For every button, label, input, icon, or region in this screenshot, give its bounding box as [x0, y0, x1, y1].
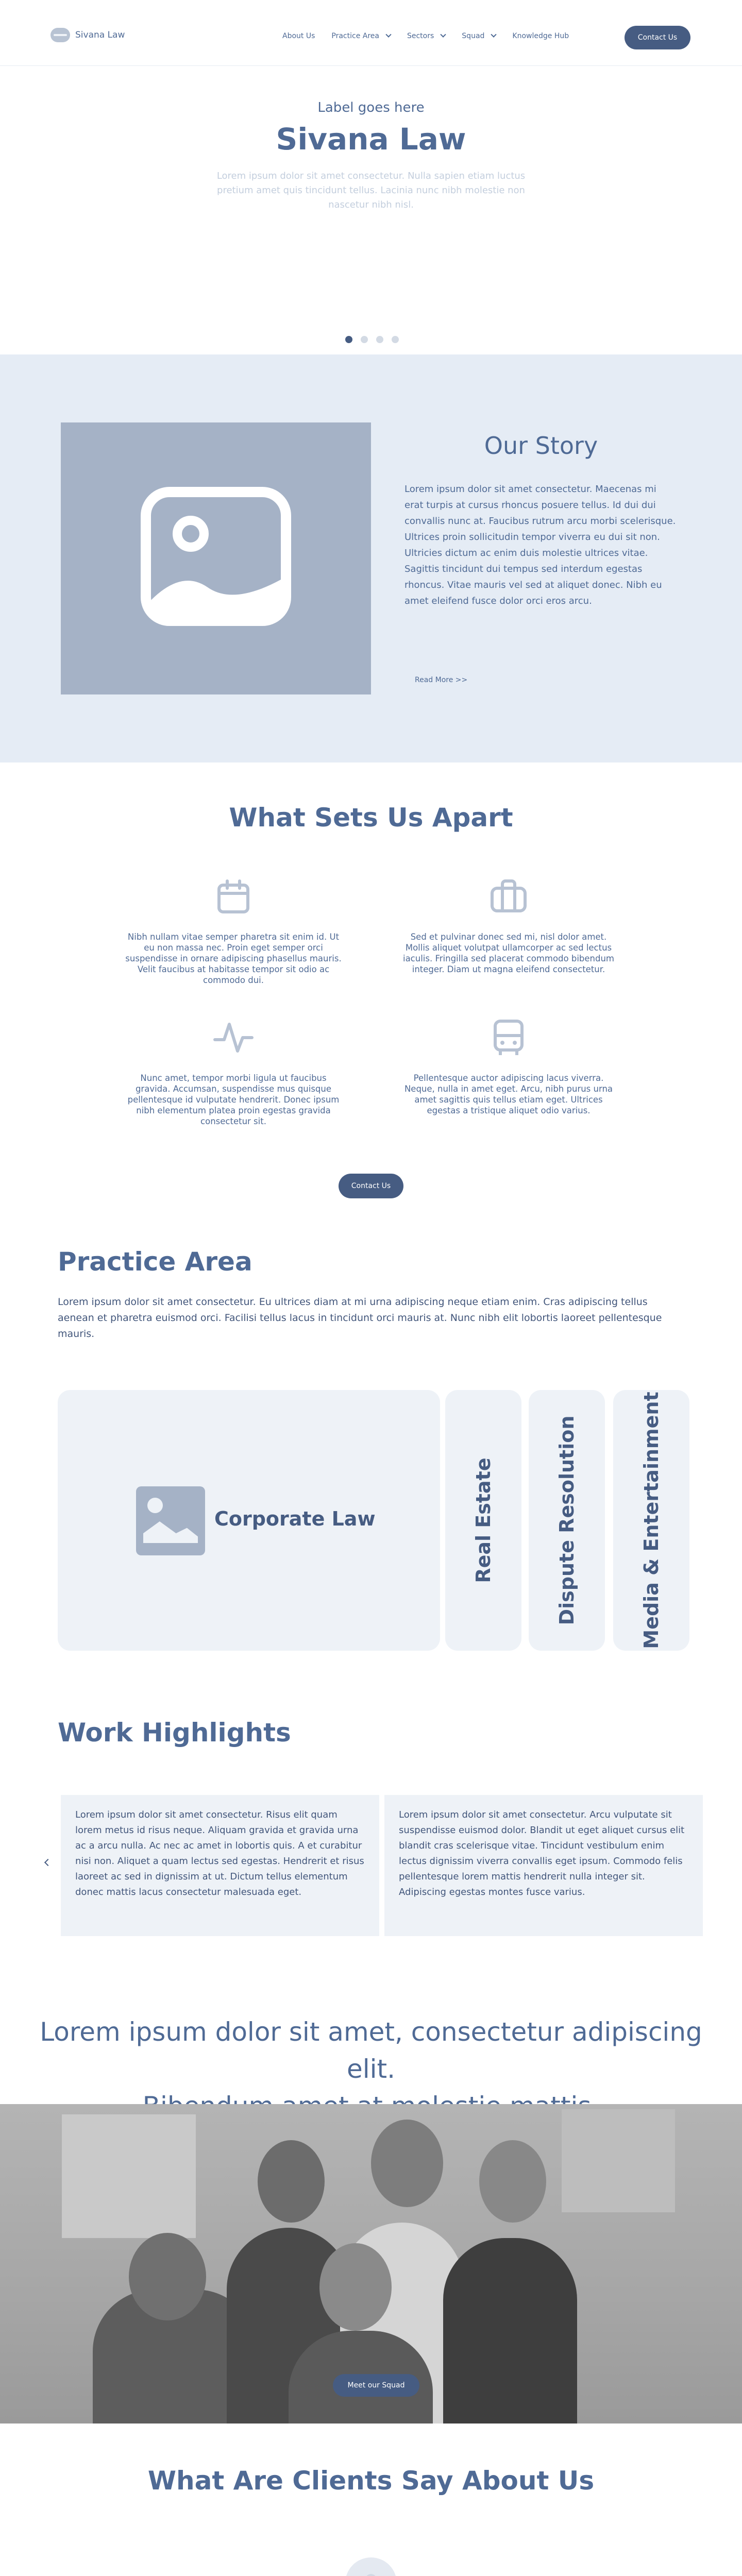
nav-about-us[interactable]: About Us	[282, 32, 315, 40]
work-highlight-card: Lorem ipsum dolor sit amet consectetur. Arcu vulputate sit suspendisse euismod dolor. Blandit ut eget aliquet cursus elit blandit cras scelerisque vitae. Tincidunt vestibulum enim lectus dignissim viverra convallis eget ipsum. Commodo felis pellentesque lorem mattis hendrerit nulla integer sit. Adipiscing egestas montes fusce varius.	[384, 1795, 703, 1936]
feature-item	[400, 1017, 617, 1116]
brand-logo-icon	[50, 28, 70, 42]
activity-icon	[213, 1017, 254, 1058]
briefcase-icon	[488, 876, 529, 917]
nav-contact-button[interactable]: Contact Us	[625, 26, 690, 49]
brand-name: Sivana Law	[75, 30, 125, 40]
hero-text: Lorem ipsum dolor sit amet consectetur. Nulla sapien etiam luctus pretium amet quis tincidunt tellus. Lacinia nunc nibh molestie non nascetur nibh nisl.	[216, 171, 526, 210]
practice-card-label: Corporate Law	[214, 1507, 376, 1530]
carousel-dots	[345, 336, 399, 343]
chevron-down-icon	[491, 32, 497, 38]
brand-link[interactable]	[50, 28, 125, 42]
story-text: Lorem ipsum dolor sit amet consectetur. Maecenas mi erat turpis at cursus rhoncus posuere tellus. Id dui dui convallis nunc at. Faucibus rutrum arcu morbi scelerisque. Ultrices proin sollicitudin tempor viverra eu dui sit non. Ultricies dictum ac enim duis molestie ultrices vitae. Sagittis tincidunt dui tempus sed interdum egestas rhoncus. Vitae mauris vel sed at aliquet donec. Nibh eu amet eleifend fusce dolor orci eros arcu.	[404, 484, 676, 606]
our-story-section	[0, 354, 742, 762]
contact-us-button[interactable]: Contact Us	[339, 1174, 403, 1198]
practice-area-title: Practice Area	[58, 1247, 252, 1277]
practice-card-real-estate[interactable]	[445, 1390, 521, 1651]
chevron-down-icon	[441, 32, 446, 38]
practice-area-text: Lorem ipsum dolor sit amet consectetur. Eu ultrices diam at mi urna adipiscing neque etiam enim. Cras adipiscing tellus aenean et pharetra euismod orci. Facilisi tellus lacus in tincidunt orci mauris at. Nunc nibh elit lobortis laoreet pellentesque mauris.	[58, 1296, 662, 1340]
practice-card-label: Dispute Resolution	[555, 1415, 578, 1625]
mission-line-1: Lorem ipsum dolor sit amet, consectetur adipiscing elit.	[40, 2017, 702, 2084]
practice-card-dispute-resolution[interactable]	[529, 1390, 605, 1651]
nav-sectors[interactable]: Sectors	[407, 32, 445, 40]
bus-icon	[488, 1017, 529, 1058]
carousel-dot[interactable]	[361, 336, 368, 343]
feature-text: Nibh nullam vitae semper pharetra sit enim id. Ut eu non massa nec. Proin eget semper orci suspendisse in ornare adipiscing phasellus mauris. Velit faucibus at habitasse tempor sit odio ac commodo dui.	[125, 932, 342, 985]
meet-our-squad-button[interactable]: Meet our Squad	[333, 2374, 419, 2397]
feature-item	[125, 1017, 342, 1127]
practice-card-label: Real Estate	[472, 1458, 495, 1583]
nav-practice-area[interactable]: Practice Area	[331, 32, 391, 40]
feature-item	[125, 876, 342, 986]
nav-squad[interactable]: Squad	[462, 32, 496, 40]
feature-item	[400, 876, 617, 975]
story-title: Our Story	[484, 432, 598, 460]
feature-text: Nunc amet, tempor morbi ligula ut faucibus gravida. Accumsan, suspendisse mus quisque pellentesque id vulputate hendrerit. Donec ipsum nibh elementum platea proin egestas gravida consectetur sit.	[127, 1073, 340, 1126]
practice-card-media-entertainment[interactable]	[613, 1390, 689, 1651]
carousel-dot[interactable]	[345, 336, 352, 343]
carousel-dot[interactable]	[376, 336, 383, 343]
team-photo	[0, 2104, 742, 2424]
hero-label: Label goes here	[317, 100, 425, 115]
apart-title: What Sets Us Apart	[229, 803, 513, 833]
work-highlights-title: Work Highlights	[58, 1718, 291, 1748]
work-highlight-card: Lorem ipsum dolor sit amet consectetur. Risus elit quam lorem metus id risus neque. Aliquam gravida et gravida urna ac a arcu nulla. Ac nec ac amet in lobortis quis. A et curabitur nisi non. Aliquet a quam lectus sed egestas. Hendrerit et risus laoreet ac sed in dignissim at ut. Dictum tellus elementum donec mattis lacus consectetur malesuada eget.	[61, 1795, 379, 1936]
top-navbar	[0, 0, 742, 66]
nav-knowledge-hub[interactable]: Knowledge Hub	[512, 32, 569, 40]
feature-text: Sed et pulvinar donec sed mi, nisl dolor amet. Mollis aliquet volutpat ullamcorper ac sed lectus iaculis. Fringilla sed placerat commodo bibendum integer. Diam ut magna eleifend consectetur.	[402, 932, 614, 974]
read-more-link[interactable]: Read More >>	[415, 676, 468, 684]
avatar	[345, 2557, 397, 2576]
practice-card-corporate-law[interactable]	[58, 1390, 440, 1651]
practice-card-label: Media & Entertainment	[640, 1392, 663, 1649]
carousel-dot[interactable]	[392, 336, 399, 343]
hero-title: Sivana Law	[276, 122, 466, 157]
chevron-left-icon[interactable]	[44, 1859, 52, 1866]
story-image-placeholder	[61, 422, 371, 694]
feature-text: Pellentesque auctor adipiscing lacus viverra. Neque, nulla in amet eget. Arcu, nibh purus urna amet sagittis quis tellus etiam eget. Ultrices egestas a tristique aliquet odio varius.	[404, 1073, 613, 1115]
image-icon	[141, 487, 291, 626]
chevron-down-icon	[385, 32, 391, 38]
main-menu	[282, 32, 569, 40]
testimonials-title: What Are Clients Say About Us	[147, 2466, 595, 2496]
calendar-icon	[213, 876, 254, 917]
image-icon	[136, 1486, 205, 1555]
